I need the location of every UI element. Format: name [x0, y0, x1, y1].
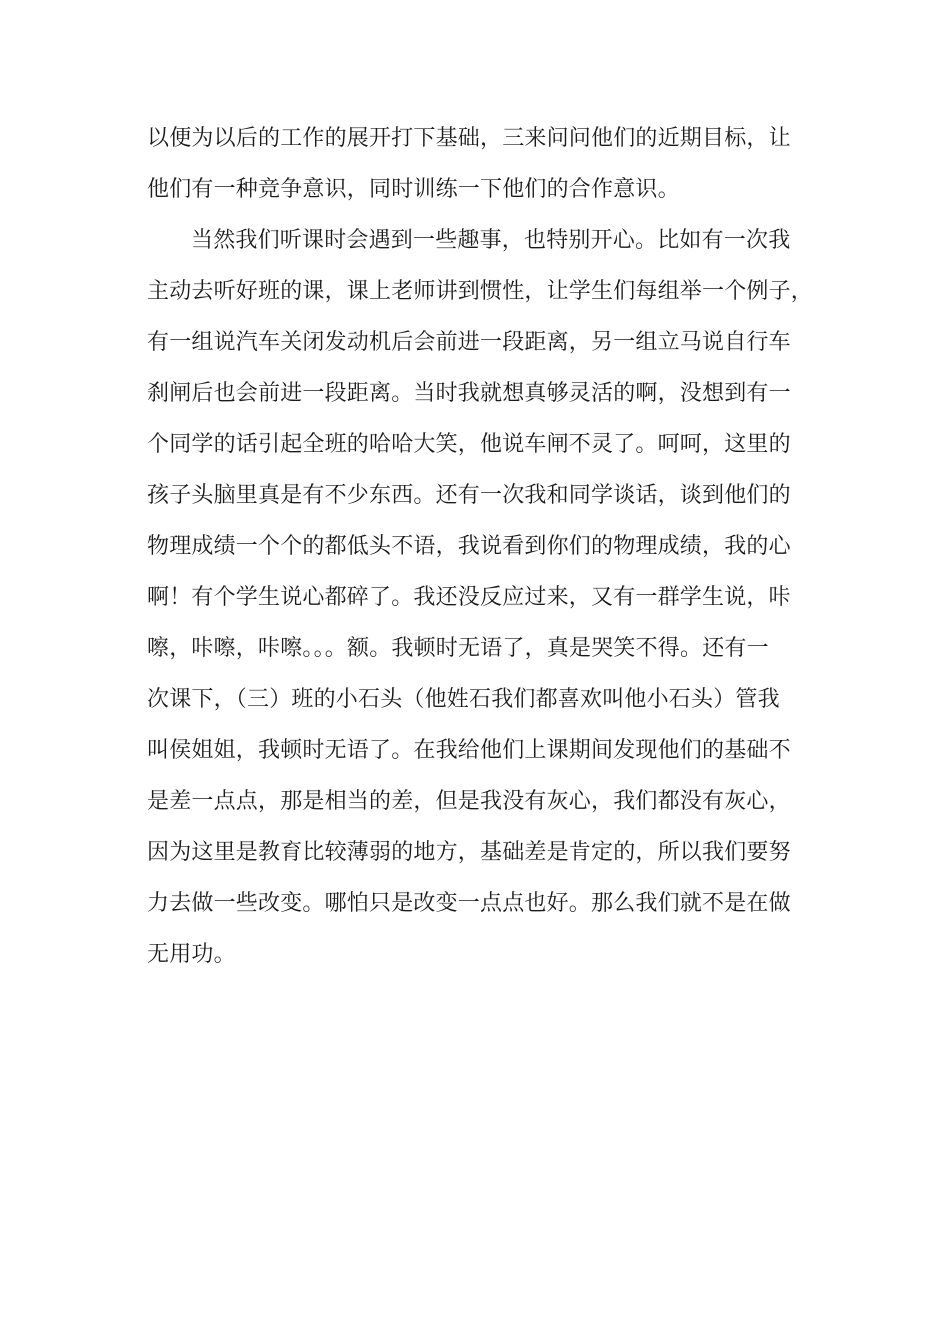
text-line: 他们有一种竞争意识，同时训练一下他们的合作意识。 — [147, 177, 680, 202]
paragraph-start-line: 当然我们听课时会遇到一些趣事，也特别开心。比如有一次我 — [191, 228, 791, 253]
text-line: 次课下，（三）班的小石头（他姓石我们都喜欢叫他小石头）管我 — [147, 687, 780, 712]
text-line: 以便为以后的工作的展开打下基础，三来问问他们的近期目标，让 — [147, 126, 791, 151]
text-line: 是差一点点，那是相当的差，但是我没有灰心，我们都没有灰心， — [147, 789, 791, 814]
text-line: 有一组说汽车关闭发动机后会前进一段距离，另一组立马说自行车 — [147, 330, 791, 355]
text-line: 刹闸后也会前进一段距离。当时我就想真够灵活的啊，没想到有一 — [147, 381, 791, 406]
text-line: 嚓，咔嚓，咔嚓。。。额。我顿时无语了，真是哭笑不得。还有一 — [147, 636, 769, 661]
text-line: 物理成绩一个个的都低头不语，我说看到你们的物理成绩，我的心 — [147, 534, 791, 559]
text-line: 孩子头脑里真是有不少东西。还有一次我和同学谈话，谈到他们的 — [147, 483, 791, 508]
text-line: 因为这里是教育比较薄弱的地方，基础差是肯定的，所以我们要努 — [147, 840, 791, 865]
text-line: 力去做一些改变。哪怕只是改变一点点也好。那么我们就不是在做 — [147, 891, 791, 916]
text-line: 无用功。 — [147, 942, 236, 967]
text-line: 叫侯姐姐，我顿时无语了。在我给他们上课期间发现他们的基础不 — [147, 738, 791, 763]
body-text — [147, 113, 817, 980]
text-line: 啊！有个学生说心都碎了。我还没反应过来，又有一群学生说，咔 — [147, 585, 791, 610]
text-line: 主动去听好班的课，课上老师讲到惯性，让学生们每组举一个例子， — [147, 279, 814, 304]
text-line: 个同学的话引起全班的哈哈大笑，他说车闸不灵了。呵呵，这里的 — [147, 432, 791, 457]
